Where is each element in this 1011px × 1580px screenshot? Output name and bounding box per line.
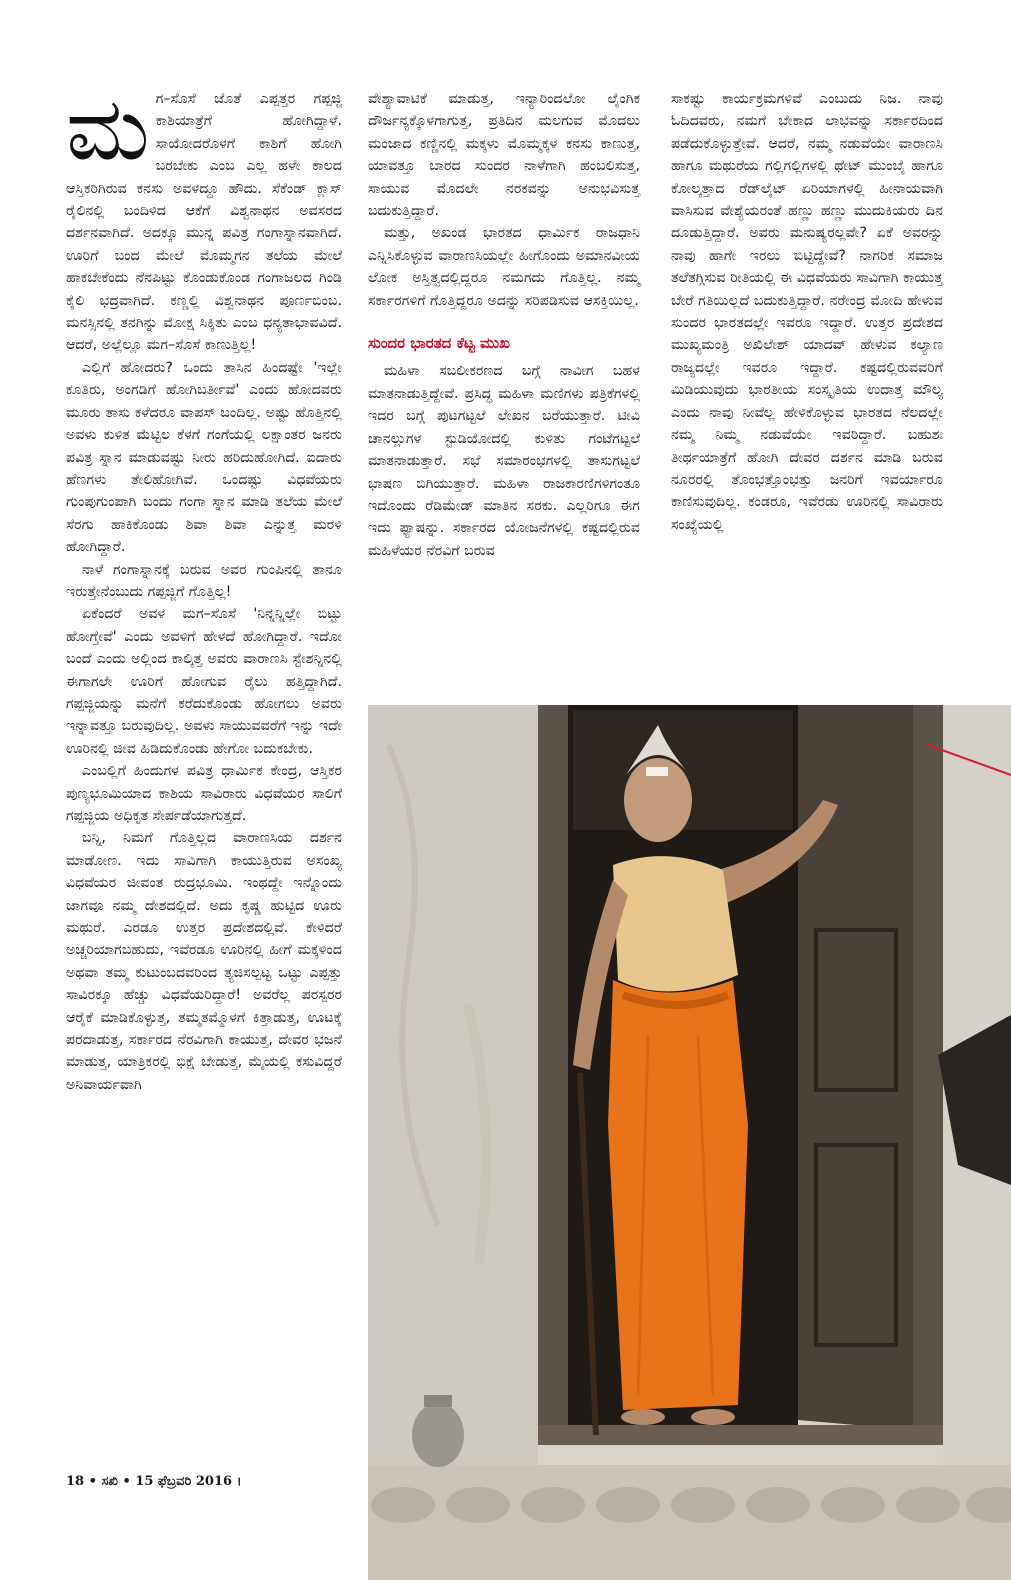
paragraph: ಮಹಿಳಾ ಸಬಲೀಕರಣದ ಬಗ್ಗೆ ನಾವೀಗ ಬಹಳ ಮಾತನಾಡುತ್ತಿದ್ದೇವೆ. ಪ್ರಸಿದ್ಧ ಮಹಿಳಾ ಮಣಿಗಳು ಪತ್ರಿಕೆಗಳಲ್ಲಿ ಇದರ ಬಗ್ಗೆ ಪುಟಗಟ್ಟಲೆ ಲೇಖನ ಬರೆಯುತ್ತಾರೆ. ಟೀವಿ ಚಾನಲ್ಲುಗಳ ಸ್ಟುಡಿಯೋದಲ್ಲಿ ಕುಳಿತು ಗಂಟೆಗಟ್ಟಲೆ ಮಾತನಾಡುತ್ತಾರೆ. ಸಭೆ ಸಮಾರಂಭಗಳಲ್ಲಿ ತಾಸುಗಟ್ಟಲೆ ಭಾಷಣ ಬಿಗಿಯುತ್ತಾರೆ. ಮಹಿಳಾ ರಾಜಕಾರಣಿಗಳಿಗಂತೂ ಇದೊಂದು ರೆಡಿಮೇಡ್ ಮಾತಿನ ಸರಕು. ಎಲ್ಲರಿಗೂ ಈಗ ಇದು ಫ್ಯಾಷನ್ನು. ಸರ್ಕಾರದ ಯೋಜನೆಗಳಲ್ಲಿ ಕಷ್ಟದಲ್ಲಿರುವ ಮಹಿಳೆಯರ ನೆರವಿಗೆ ಬರುವ	[368, 363, 640, 559]
paragraph: ಬನ್ನಿ, ನಿಮಗೆ ಗೊತ್ತಿಲ್ಲದ ವಾರಾಣಸಿಯ ದರ್ಶನ ಮಾಡೋಣ. ಇದು ಸಾವಿಗಾಗಿ ಕಾಯುತ್ತಿರುವ ಅಸಂಖ್ಯ ವಿಧವೆಯರ ಜೀವಂತ ರುದ್ರಭೂಮಿ. ಇಂಥದ್ದೇ ಇನ್ನೊಂದು ಜಾಗವೂ ನಮ್ಮ ದೇಶದಲ್ಲಿದೆ. ಅದು ಕೃಷ್ಣ ಹುಟ್ಟಿದ ಊರು ಮಥುರೆ. ಎರಡೂ ಉತ್ತರ ಪ್ರದೇಶದಲ್ಲಿವೆ. ಕೇಳಿದರೆ ಅಚ್ಚರಿಯಾಗಬಹುದು, ಇವೆರಡೂ ಊರಿನಲ್ಲಿ ಹೀಗೆ ಮಕ್ಕಳಿಂದ ಅಥವಾ ತಮ್ಮ ಕುಟುಂಬದವರಿಂದ ತ್ಯಜಿಸಲ್ಪಟ್ಟ ಒಟ್ಟು ಎಪ್ಪತ್ತು ಸಾವಿರಕ್ಕೂ ಹೆಚ್ಚು ವಿಧವೆಯರಿದ್ದಾರೆ! ಅವರೆಲ್ಲ ಪರಸ್ಪರರ ಆರೈಕೆ ಮಾಡಿಕೊಳ್ಳುತ್ತ, ತಮ್ಮತಮ್ಮೊಳಗೆ ಕಿತ್ತಾಡುತ್ತ, ಊಟಕ್ಕೆ ಪರದಾಡುತ್ತ, ಸರ್ಕಾರದ ನೆರವಿಗಾಗಿ ಕಾಯುತ್ತ, ದೇವರ ಭಜನೆ ಮಾಡುತ್ತ, ಯಾತ್ರಿಕರಲ್ಲಿ ಭಿಕ್ಷೆ ಬೇಡುತ್ತ, ಮೈಯಲ್ಲಿ ಕಸುವಿದ್ದರೆ ಅನಿವಾರ್ಯವಾಗಿ	[66, 830, 342, 1093]
page-footer: 18 • ಸಖಿ • 15 ಫೆಬ್ರವರಿ 2016 ।	[66, 1474, 242, 1489]
paragraph: ನಾಳೆ ಗಂಗಾಸ್ನಾನಕ್ಕೆ ಬರುವ ಅವರ ಗುಂಪಿನಲ್ಲಿ ತಾನೂ ಇರುತ್ತೇನೆಂಬುದು ಗಪ್ಪಜ್ಜಿಗೆ ಗೊತ್ತಿಲ್ಲ!	[66, 561, 342, 600]
step-scallops	[371, 1487, 1011, 1523]
drop-cap: ಮ	[66, 77, 150, 180]
paragraph: ಸಾಕಷ್ಟು ಕಾರ್ಯಕ್ರಮಗಳಿವೆ ಎಂಬುದು ನಿಜ. ನಾವು ಓದಿದವರು, ನಮಗೆ ಬೇಕಾದ ಲಾಭವನ್ನು ಸರ್ಕಾರದಿಂದ ಪಡೆದುಕೊಳ್ಳುತ್ತೇವೆ. ಆದರೆ, ನಮ್ಮ ನಡುವೆಯೇ ವಾರಾಣಸಿ ಹಾಗೂ ಮಥುರೆಯ ಗಲ್ಲಿಗಲ್ಲಿಗಳಲ್ಲಿ ಥೇಟ್ ಮುಂಬೈ ಹಾಗೂ ಕೋಲ್ಕತ್ತಾದ ರೆಡ್‌ಲೈಟ್ ಏರಿಯಾಗಳಲ್ಲಿ ಹೀನಾಯವಾಗಿ ವಾಸಿಸುವ ವೇಶ್ಯೆಯರಂತೆ ಹಣ್ಣು ಹಣ್ಣು ಮುದುಕಿಯರು ದಿನ ದೂಡುತ್ತಿದ್ದಾರೆ. ಅವರು ಮನುಷ್ಯರಲ್ಲವೇ? ಏಕೆ ಅವರನ್ನು ನಾವು ಹಾಗೇ ಇರಲು ಬಿಟ್ಟಿದ್ದೇವೆ? ನಾಗರಿಕ ಸಮಾಜ ತಲೆತಗ್ಗಿಸುವ ರೀತಿಯಲ್ಲಿ ಈ ವಿಧವೆಯರು ಸಾವಿಗಾಗಿ ಕಾಯುತ್ತ ಬೇರೆ ಗತಿಯಿಲ್ಲದೆ ಬದುಕುತ್ತಿದ್ದಾರೆ. ನರೇಂದ್ರ ಮೋದಿ ಹೇಳುವ ಸುಂದರ ಭಾರತದಲ್ಲೇ ಇವರೂ ಇದ್ದಾರೆ. ಉತ್ತರ ಪ್ರದೇಶದ ಮುಖ್ಯಮಂತ್ರಿ ಅಖಿಲೇಶ್ ಯಾದವ್ ಹೇಳುವ ಕಲ್ಯಾಣ ರಾಜ್ಯದಲ್ಲೇ ಇವರೂ ಇದ್ದಾರೆ. ಕಷ್ಟದಲ್ಲಿರುವವರಿಗೆ ಮಿಡಿಯುವುದು ಭಾರತೀಯ ಸಂಸ್ಕೃತಿಯ ಉದಾತ್ತ ಮೌಲ್ಯ ಎಂದು ನಾವು ನೀವೆಲ್ಲ ಹೇಳಿಕೊಳ್ಳುವ ಭಾರತದ ನೆಲದಲ್ಲೇ ನಮ್ಮ ನಿಮ್ಮ ನಡುವೆಯೇ ಇವರಿದ್ದಾರೆ. ಬಹುಶಃ ತೀರ್ಥಯಾತ್ರೆಗೆ ಹೋಗಿ ದೇವರ ದರ್ಶನ ಮಾಡಿ ಬರುವ ನೂರರಲ್ಲಿ ತೊಂಭತ್ತೊಂಭತ್ತು ಜನರಿಗೆ ಇವರ್ಯಾರೂ ಕಾಣಿಸುವುದಿಲ್ಲ. ಕಂಡರೂ, ಇವೆರಡು ಊರಿನಲ್ಲಿ ಸಾವಿರಾರು ಸಂಖ್ಯೆಯಲ್ಲಿ	[671, 91, 943, 533]
article-column-3	[671, 88, 943, 536]
paragraph: ಗ–ಸೊಸೆ ಜೊತೆ ಎಪ್ಪತ್ತರ ಗಪ್ಪಜ್ಜಿ ಕಾಶಿಯಾತ್ರೆಗೆ ಹೋಗಿದ್ದಾಳೆ. ಸಾಯೋದರೊಳಗೆ ಕಾಶಿಗೆ ಹೋಗಿ ಬರಬೇಕು ಎಂಬ ಎಲ್ಲ ಹಳೇ ಕಾಲದ ಆಸ್ತಿಕರಿಗಿರುವ ಕನಸು ಅವಳದ್ದೂ ಹೌದು. ಸೆಕೆಂಡ್ ಕ್ಲಾಸ್ ರೈಲಿನಲ್ಲಿ ಬಂದಿಳಿದ ಆಕೆಗೆ ವಿಶ್ವನಾಥನ ಅವಸರದ ದರ್ಶನವಾಗಿದೆ. ಅದಕ್ಕೂ ಮುನ್ನ ಪವಿತ್ರ ಗಂಗಾಸ್ನಾನವಾಗಿದೆ. ಊರಿಗೆ ಬಂದ ಮೇಲೆ ಮೊಮ್ಮಗನ ತಲೆಯ ಮೇಲೆ ಹಾಕಬೇಕೆಂದು ನೆನಪಿಟ್ಟು ಕೊಂಡುಕೊಂಡ ಗಂಗಾಜಲದ ಗಿಂಡಿ ಕೈಲಿ ಭದ್ರವಾಗಿದೆ. ಕಣ್ಣಲ್ಲಿ ವಿಶ್ವನಾಥನ ಪೂರ್ಣಬಿಂಬ. ಮನಸ್ಸಿನಲ್ಲಿ ತನಗಿನ್ನು ಮೋಕ್ಷ ಸಿಕ್ಕಿತು ಎಂಬ ಧನ್ಯತಾಭಾವವಿದೆ. ಆದರೆ, ಅಲ್ಲೆಲ್ಲೂ ಮಗ–ಸೊಸೆ ಕಾಣುತ್ತಿಲ್ಲ!	[66, 91, 342, 354]
threshold	[538, 1425, 943, 1445]
article-column-2	[368, 88, 640, 562]
saree	[608, 980, 748, 1410]
paragraph: ವೇಶ್ಯಾವಾಟಿಕೆ ಮಾಡುತ್ತ, ಇನ್ಯಾರಿಂದಲೋ ಲೈಂಗಿಕ ದೌರ್ಜನ್ಯಕ್ಕೊಳಗಾಗುತ್ತ, ಪ್ರತಿದಿನ ಮಲಗುವ ಮೊದಲು ಮಂಜಾದ ಕಣ್ಣಿನಲ್ಲಿ ಮಕ್ಕಳು ಮೊಮ್ಮಕ್ಕಳ ಕನಸು ಕಾಣುತ್ತ, ಯಾವತ್ತೂ ಬಾರದ ಸುಂದರ ನಾಳೆಗಾಗಿ ಹಂಬಲಿಸುತ್ತ, ಸಾಯುವ ಮೊದಲೇ ನರಕವನ್ನು ಅನುಭವಿಸುತ್ತ ಬದುಕುತ್ತಿದ್ದಾರೆ.	[368, 91, 640, 220]
widow-doorway-photo	[368, 705, 1011, 1580]
paragraph: ಎಂಬಲ್ಲಿಗೆ ಹಿಂದುಗಳ ಪವಿತ್ರ ಧಾರ್ಮಿಕ ಕೇಂದ್ರ, ಆಸ್ತಿಕರ ಪುಣ್ಯಭೂಮಿಯಾದ ಕಾಶಿಯ ಸಾವಿರಾರು ವಿಧವೆಯರ ಸಾಲಿಗೆ ಗಪ್ಪಜ್ಜಿಯ ಅಧಿಕೃತ ಸೇರ್ಪಡೆಯಾಗುತ್ತದೆ.	[66, 763, 342, 824]
paragraph: ಏಕೆಂದರೆ ಅವಳ ಮಗ–ಸೊಸೆ 'ನಿನ್ನನ್ನಿಲ್ಲೇ ಬಿಟ್ಟು ಹೋಗ್ತೇವೆ' ಎಂದು ಅವಳಿಗೆ ಹೇಳದೆ ಹೋಗಿದ್ದಾರೆ. ಇದೋ ಬಂದೆ ಎಂದು ಅಲ್ಲಿಂದ ಕಾಲ್ಕಿತ್ತ ಅವರು ವಾರಾಣಸಿ ಸ್ಟೇಶನ್ನಿನಲ್ಲಿ ಈಗಾಗಲೇ ಊರಿಗೆ ಹೋಗುವ ರೈಲು ಹತ್ತಿದ್ದಾಗಿದೆ. ಗಪ್ಪಜ್ಜಿಯನ್ನು ಮನೆಗೆ ಕರೆದುಕೊಂಡು ಹೋಗಲು ಅವರು ಇನ್ನಾವತ್ತೂ ಬರುವುದಿಲ್ಲ. ಅವಳು ಸಾಯುವವರೆಗೆ ಇನ್ನು ಇದೇ ಊರಿನಲ್ಲಿ ಜೀವ ಹಿಡಿದುಕೊಂಡು ಹೇಗೋ ಬದುಕಬೇಕು.	[66, 606, 342, 757]
door-frame-right	[913, 705, 943, 1430]
paragraph: ಎಲ್ಲಿಗೆ ಹೋದರು? ಒಂದು ತಾಸಿನ ಹಿಂದಷ್ಟೇ 'ಇಲ್ಲೇ ಕೂತಿರು, ಅಂಗಡಿಗೆ ಹೋಗಿಬರ್ತೀವೆ' ಎಂದು ಹೋದವರು ಮೂರು ತಾಸು ಕಳೆದರೂ ವಾಪಸ್ ಬಂದಿಲ್ಲ. ಅಷ್ಟು ಹೊತ್ತಿನಲ್ಲಿ ಅವಳು ಕುಳಿತ ಮೆಟ್ಟಿಲ ಕೆಳಗೆ ಗಂಗೆಯಲ್ಲಿ ಲಕ್ಷಾಂತರ ಜನರು ಪವಿತ್ರ ಸ್ನಾನ ಮಾಡುವಷ್ಟು ನೀರು ಹರಿದುಹೋಗಿದೆ. ಐದಾರು ಹೆಣಗಳು ತೇಲಿಹೋಗಿವೆ. ಒಂದಷ್ಟು ವಿಧವೆಯರು ಗುಂಪುಗುಂಪಾಗಿ ಬಂದು ಗಂಗಾ ಸ್ನಾನ ಮಾಡಿ ತಲೆಯ ಮೇಲೆ ಸೆರಗು ಹಾಕಿಕೊಂಡು ಶಿವಾ ಶಿವಾ ಎನ್ನುತ್ತ ಮರಳಿ ಹೋಗಿದ್ದಾರೆ.	[66, 359, 342, 556]
blouse	[613, 856, 738, 991]
article-column-1	[66, 77, 342, 1096]
steps	[368, 1465, 1011, 1580]
paragraph: ಮತ್ತು, ಅಖಂಡ ಭಾರತದ ಧಾರ್ಮಿಕ ರಾಜಧಾನಿ ಎನ್ನಿಸಿಕೊಳ್ಳುವ ವಾರಾಣಸಿಯಲ್ಲೇ ಹೀಗೊಂದು ಅಮಾನವೀಯ ಲೋಕ ಅಸ್ತಿತ್ವದಲ್ಲಿದ್ದರೂ ನಮಗದು ಗೊತ್ತಿಲ್ಲ. ನಮ್ಮ ಸರ್ಕಾರಗಳಿಗೆ ಗೊತ್ತಿದ್ದರೂ ಅದನ್ನು ಸರಿಪಡಿಸುವ ಆಸಕ್ತಿಯಿಲ್ಲ.	[368, 225, 640, 309]
door-frame-left	[538, 705, 568, 1430]
section-subheading: ಸುಂದರ ಭಾರತದ ಕೆಟ್ಟ ಮುಖ	[368, 334, 510, 353]
metal-pot	[412, 1403, 464, 1467]
